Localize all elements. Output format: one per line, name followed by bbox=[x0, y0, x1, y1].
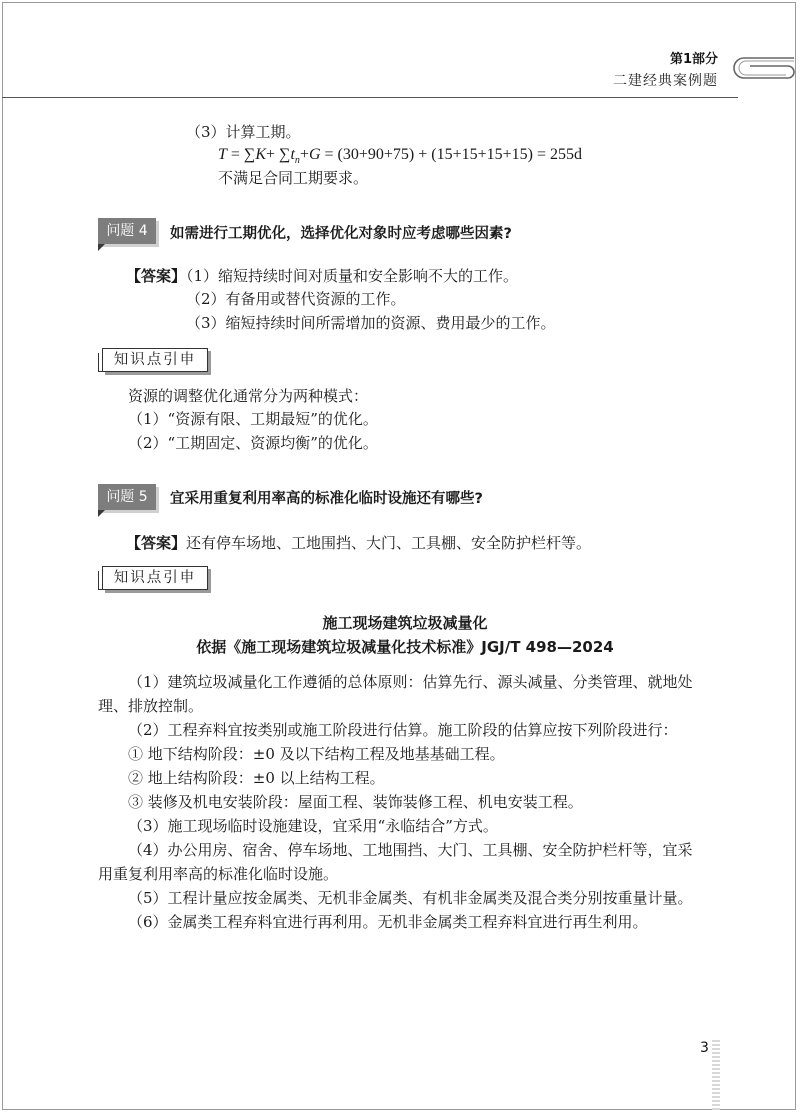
q4-answer-label: 【答案】 bbox=[126, 267, 187, 285]
q4-answer-3: （3）缩短持续时间所需增加的资源、费用最少的工作。 bbox=[186, 314, 556, 332]
knowledge-extension-tag-1: 知识点引申 bbox=[102, 348, 208, 372]
question-4-badge: 问题 4 bbox=[98, 218, 156, 244]
calc-conclusion: 不满足合同工期要求。 bbox=[218, 169, 369, 187]
page-number: 3 bbox=[700, 1040, 709, 1056]
header-part-label: 第1部分 bbox=[669, 52, 718, 67]
knowledge2-line-8: （4）办公用房、宿舍、停车场地、工地围挡、大门、工具棚、安全防护栏杆等，宜采 bbox=[128, 841, 693, 859]
question-4-text: 如需进行工期优化，选择优化对象时应考虑哪些因素? bbox=[170, 226, 512, 242]
formula-t: t bbox=[290, 146, 295, 163]
formula-rest: = (30+90+75) + (15+15+15+15) = 255d bbox=[320, 146, 582, 163]
formula-plus: + bbox=[299, 146, 309, 163]
knowledge2-basis: 依据《施工现场建筑垃圾减量化技术标准》JGJ/T 498—2024 bbox=[196, 638, 614, 656]
q5-answer-row bbox=[126, 533, 591, 553]
calc-item: （3）计算工期。 bbox=[186, 123, 301, 141]
knowledge2-line-1: （1）建筑垃圾减量化工作遵循的总体原则：估算先行、源头减量、分类管理、就地处 bbox=[128, 673, 693, 691]
knowledge1-line-1: 资源的调整优化通常分为两种模式： bbox=[128, 387, 369, 405]
formula-K: K bbox=[255, 146, 267, 163]
q5-answer: 还有停车场地、工地围挡、大门、工具棚、安全防护栏杆等。 bbox=[186, 534, 592, 552]
question-5-text: 宜采用重复利用率高的标准化临时设施还有哪些? bbox=[170, 491, 483, 507]
q5-answer-label: 【答案】 bbox=[126, 534, 187, 552]
paperclip-icon bbox=[730, 54, 796, 84]
formula-G: G bbox=[308, 146, 321, 163]
knowledge-extension-tag-2: 知识点引申 bbox=[102, 566, 208, 590]
knowledge2-line-4: ① 地下结构阶段：±0 及以下结构工程及地基基础工程。 bbox=[128, 745, 505, 763]
knowledge2-line-5: ② 地上结构阶段：±0 以上结构工程。 bbox=[128, 769, 385, 787]
header-subtitle: 二建经典案例题 bbox=[613, 73, 718, 89]
edge-stripes bbox=[712, 1040, 720, 1110]
knowledge2-title: 施工现场建筑垃圾减量化 bbox=[322, 614, 488, 632]
formula-T: T bbox=[218, 146, 227, 163]
knowledge2-line-10: （5）工程计量应按金属类、无机非金属类、有机非金属类及混合类分别按重量计量。 bbox=[128, 889, 693, 907]
knowledge2-line-7: （3）施工现场临时设施建设，宜采用“永临结合”方式。 bbox=[128, 817, 498, 835]
q4-answer-1: （1）缩短持续时间对质量和安全影响不大的工作。 bbox=[186, 267, 519, 285]
question-5-badge: 问题 5 bbox=[98, 484, 156, 510]
knowledge2-line-9: 用重复利用率高的标准化临时设施。 bbox=[98, 865, 339, 883]
header-rule bbox=[2, 97, 738, 98]
formula-eq: = ∑ bbox=[226, 146, 256, 163]
q4-answer-2: （2）有备用或替代资源的工作。 bbox=[186, 290, 406, 308]
knowledge2-line-2: 理、排放控制。 bbox=[98, 697, 204, 715]
formula-plus-sum: + ∑ bbox=[266, 146, 291, 163]
knowledge2-line-11: （6）金属类工程弃料宜进行再利用。无机非金属类工程弃料宜进行再生利用。 bbox=[128, 913, 648, 931]
formula-sub-n: n bbox=[294, 155, 300, 167]
knowledge2-line-6: ③ 装修及机电安装阶段：屋面工程、装饰装修工程、机电安装工程。 bbox=[128, 793, 583, 811]
q4-answer-row-1 bbox=[126, 266, 518, 286]
knowledge1-line-2: （1）“资源有限、工期最短”的优化。 bbox=[128, 410, 378, 428]
knowledge2-line-3: （2）工程弃料宜按类别或施工阶段进行估算。施工阶段的估算应按下列阶段进行： bbox=[128, 721, 678, 739]
knowledge1-line-3: （2）“工期固定、资源均衡”的优化。 bbox=[128, 434, 378, 452]
